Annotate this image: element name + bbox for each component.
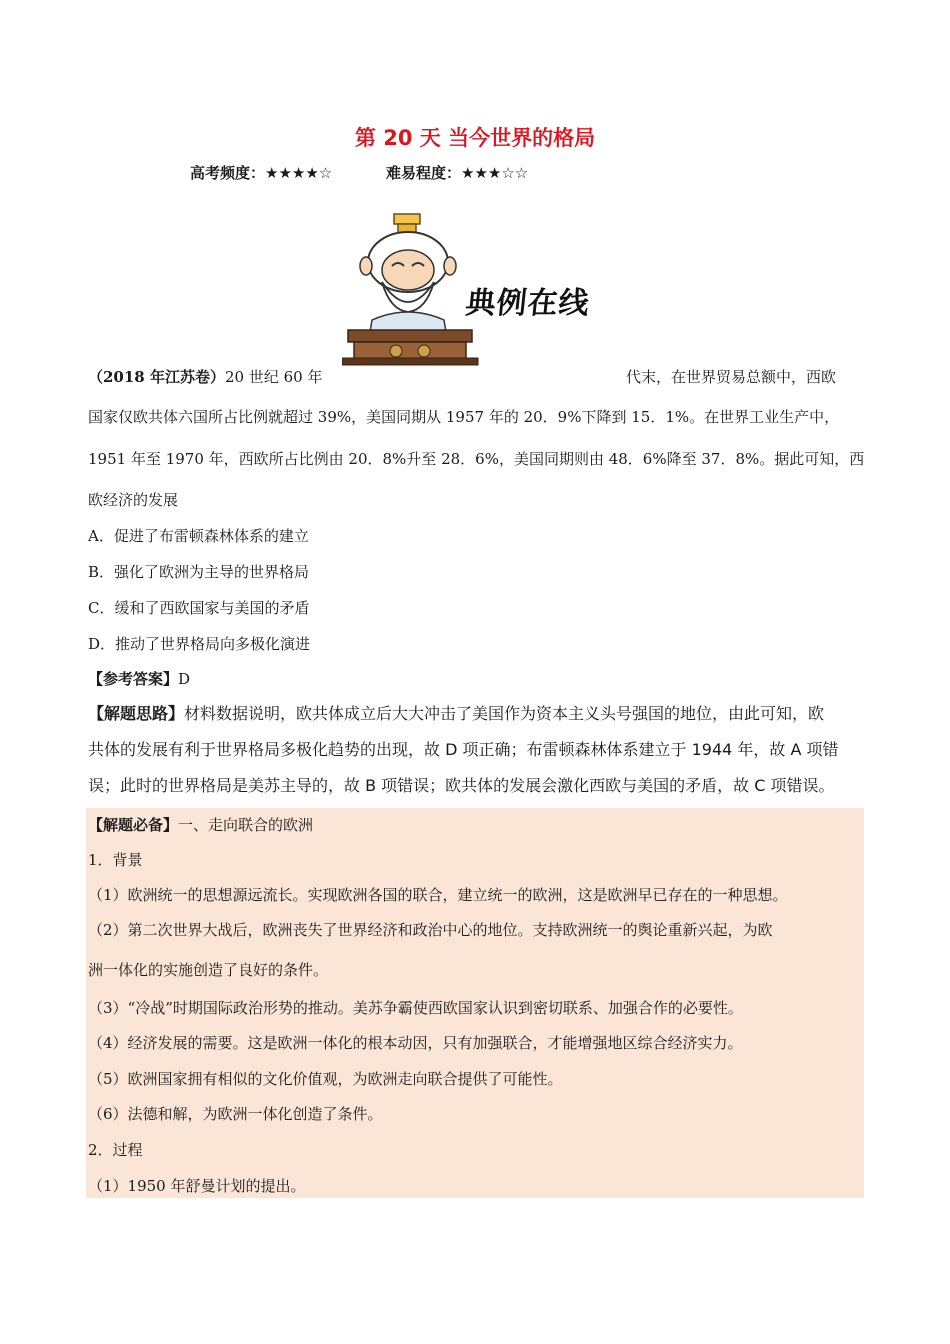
point-2-line-2: 洲一体化的实施创造了良好的条件。 <box>88 961 329 979</box>
analysis-line-3: 误；此时的世界格局是美苏主导的，故 B 项错误；欧共体的发展会激化西欧与美国的矛盾，故 C 项错误。 <box>88 776 835 795</box>
section-process: 2．过程 <box>88 1141 143 1159</box>
point-5: （5）欧洲国家拥有相似的文化价值观，为欧洲走向联合提供了可能性。 <box>88 1070 563 1088</box>
analysis-line-2: 共体的发展有利于世界格局多极化趋势的出现，故 D 项正确；布雷顿森林体系建立于 1944 年，故 A 项错 <box>88 740 839 759</box>
section-background: 1．背景 <box>88 851 143 869</box>
answer-value: D <box>178 670 191 688</box>
analysis-line-1 <box>88 703 824 725</box>
question-line-3: 1951 年至 1970 年，西欧所占比例由 20．8%升至 28．6%，美国同期则由 48．6%降至 37．8%。据此可知，西 <box>88 450 865 468</box>
option-c: C．缓和了西欧国家与美国的矛盾 <box>88 599 310 617</box>
frequency-rating <box>190 162 332 183</box>
point-6: （6）法德和解，为欧洲一体化创造了条件。 <box>88 1105 383 1123</box>
question-line-1 <box>88 366 322 388</box>
difficulty-label: 难易程度： <box>386 164 462 182</box>
option-b: B．强化了欧洲为主导的世界格局 <box>88 563 310 581</box>
analysis-text-1: 材料数据说明，欧共体成立后大大冲击了美国作为资本主义头号强国的地位，由此可知，欧 <box>184 704 825 723</box>
difficulty-stars: ★★★☆☆ <box>461 164 529 182</box>
question-text-continued: 代末，在世界贸易总额中，西欧 <box>626 368 837 386</box>
question-text-start: 20 世纪 60 年 <box>224 368 323 386</box>
frequency-label: 高考频度： <box>190 164 266 182</box>
question-source: （2018 年江苏卷） <box>88 368 225 386</box>
answer-label: 【参考答案】 <box>88 670 179 688</box>
point-1: （1）欧洲统一的思想源远流长。实现欧洲各国的联合，建立统一的欧洲，这是欧洲早已存在的一种思想。 <box>88 886 788 904</box>
point-4: （4）经济发展的需要。这是欧洲一体化的根本动因，只有加强联合，才能增强地区综合经济实力。 <box>88 1034 743 1052</box>
analysis-label: 【解题思路】 <box>88 704 185 723</box>
option-a: A．促进了布雷顿森林体系的建立 <box>88 527 309 545</box>
process-point-1: （1）1950 年舒曼计划的提出。 <box>88 1177 306 1195</box>
difficulty-rating <box>386 162 528 183</box>
essentials-heading: 一、走向联合的欧洲 <box>178 816 314 834</box>
question-line-2: 国家仅欧共体六国所占比例就超过 39%，美国同期从 1957 年的 20．9%下降到 15．1%。在世界工业生产中， <box>88 408 840 426</box>
banner-text: 典例在线 <box>463 286 592 321</box>
page-title: 第 20 天 当今世界的格局 <box>354 126 596 150</box>
example-banner-illustration <box>342 210 610 366</box>
essentials-label: 【解题必备】 <box>88 816 179 834</box>
question-line-4: 欧经济的发展 <box>88 491 179 509</box>
option-d: D．推动了世界格局向多极化演进 <box>88 635 311 653</box>
point-2-line-1: （2）第二次世界大战后，欧洲丧失了世界经济和政治中心的地位。支持欧洲统一的舆论重新兴起，为欧 <box>88 921 773 939</box>
essentials-heading-line <box>88 814 313 836</box>
frequency-stars: ★★★★☆ <box>265 164 333 182</box>
point-3: （3）“冷战”时期国际政治形势的推动。美苏争霸使西欧国家认识到密切联系、加强合作的必要性。 <box>88 999 743 1017</box>
reference-answer <box>88 668 190 690</box>
